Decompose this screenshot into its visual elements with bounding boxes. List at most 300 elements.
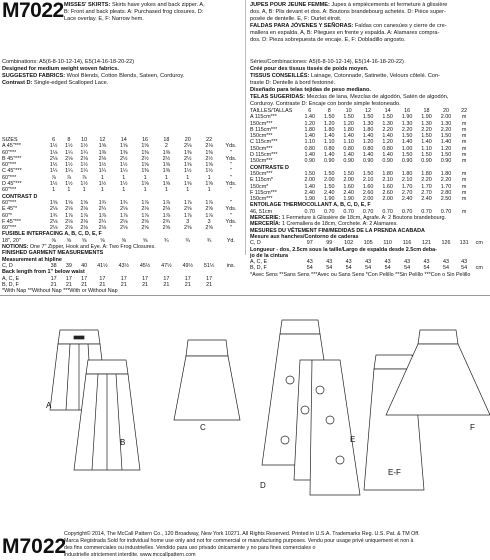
table-cell: 2½	[162, 155, 171, 162]
table-cell: ¾	[206, 237, 212, 244]
table-cell: 2	[164, 143, 168, 150]
table-cell: 1.90	[343, 196, 354, 203]
section-heading: jo de la cintura	[250, 252, 289, 259]
table-cell: 1⅜	[98, 149, 107, 156]
table-cell: 102	[344, 240, 354, 247]
table-cell: 2.00	[304, 177, 315, 184]
table-cell: 14	[120, 137, 127, 143]
label-b: B	[120, 438, 126, 447]
table-cell: 1	[100, 187, 104, 194]
notions-line: MERCERÍA: 1 Cremallera de 18cm, Corchete. A: 2 Alamares.	[250, 221, 398, 228]
table-cell: 8	[67, 137, 71, 143]
table-cell: 1⅜	[141, 149, 149, 156]
header-line-2: B: Front and back pleats. A: Purchased frog closures. D:	[64, 9, 204, 15]
table-cell: 2⅛	[119, 218, 128, 225]
table-cell: 150cm***	[250, 133, 273, 140]
table-cell: C 45"***	[2, 168, 22, 175]
table-cell: 1⅝	[205, 162, 213, 169]
table-cell: 60"*	[2, 212, 13, 219]
table-cell: 43	[365, 259, 372, 266]
table-cell: 150cm*	[250, 183, 269, 190]
table-cell: ⅝	[66, 237, 72, 244]
table-cell: 2⅛	[98, 155, 107, 162]
table-cell: ⅞	[51, 174, 56, 181]
table-cell: 1.80	[304, 126, 315, 133]
divider-line	[0, 295, 490, 296]
table-cell: 43	[306, 259, 313, 266]
table-cell: 60"***	[2, 174, 17, 181]
table-cell: 38	[50, 262, 57, 269]
table-cell: 1⅞	[141, 199, 149, 206]
table-cell: ¾	[185, 237, 190, 244]
table-cell: 150cm***	[250, 120, 273, 127]
table-cell: 1.60	[343, 183, 354, 190]
table-cell: 1	[143, 187, 147, 194]
table-cell: 17	[163, 275, 170, 282]
table-cell: 150cm***	[250, 145, 273, 152]
table-cell: 2⅛	[49, 218, 58, 225]
yardage-table	[2, 137, 242, 294]
table-cell: 1⅜	[162, 168, 171, 175]
es-contrast: Corduroy. Contraste D: Encaje con borde simple festoneado.	[250, 101, 401, 107]
table-cell: 1.10	[343, 139, 354, 146]
table-cell: 17	[206, 275, 213, 282]
table-cell: 2.70	[421, 189, 432, 196]
table-cell: 1.80	[323, 126, 335, 133]
contrast-fabric: Contrast D: Single-edged Scalloped Lace.	[2, 80, 109, 86]
table-cell: 1⅞	[162, 199, 171, 206]
table-cell: 1⅞	[141, 212, 149, 219]
table-cell: SIZES	[2, 137, 18, 143]
table-section-row	[2, 288, 242, 294]
table-cell: 1⅝	[98, 143, 107, 150]
table-cell: 60"***	[2, 225, 17, 232]
table-cell: "	[229, 225, 232, 232]
table-cell: 1.50	[323, 183, 335, 190]
table-cell: ⅝	[81, 237, 87, 244]
table-cell: 1⅝	[49, 199, 58, 206]
table-cell: 1.20	[304, 120, 315, 127]
table-cell: 21	[99, 281, 106, 288]
table-cell: 1½	[119, 181, 128, 188]
section-heading: *With Nap **Without Nap ***With or Without Nap	[2, 288, 118, 295]
section-heading: Measurement at hipline	[2, 256, 62, 263]
table-cell: 1.90	[401, 114, 413, 121]
table-cell: 1⅝	[141, 143, 149, 150]
table-cell: Yds.	[225, 206, 237, 213]
table-cell: m	[461, 139, 467, 146]
table-cell: 2.40	[323, 189, 335, 196]
section-heading: *Avec Sens **Sans Sens ***Avec ou Sans Sens *Con Pelillo **Sin Pelillo ***Con o Sin Pelillo	[250, 271, 471, 278]
table-cell: 1¾	[98, 199, 107, 206]
table-cell: 1.40	[401, 139, 413, 146]
table-cell: 2½	[119, 155, 128, 162]
table-cell: 1.20	[440, 145, 452, 152]
table-cell: D 45"***	[2, 181, 22, 188]
table-cell: F 115cm***	[250, 189, 277, 196]
table-cell: 2⅝	[141, 218, 149, 225]
table-cell: 1.80	[440, 170, 452, 177]
table-cell: 1⅝	[141, 162, 149, 169]
table-cell: 110	[383, 240, 392, 247]
table-cell: 43	[345, 259, 352, 266]
table-cell: Yds.	[225, 181, 237, 188]
table-cell: 1.80	[343, 126, 354, 133]
section-heading: MESURES DU VÊTEMENT FINI/MEDIDAS DE LA PRENDA ACABADA	[250, 227, 425, 234]
table-cell: 1¼	[65, 149, 73, 156]
table-cell: 2.20	[421, 126, 432, 133]
table-cell: 1.40	[382, 152, 393, 159]
table-cell: 0.70	[421, 208, 432, 215]
section-heading: FINISHED GARMENT MEASUREMENTS	[2, 250, 104, 257]
table-cell: 0.80	[323, 145, 335, 152]
table-cell: 150cm***	[250, 158, 273, 165]
table-cell: 1	[186, 174, 190, 181]
table-cell: 17	[142, 275, 149, 282]
table-cell: 17	[81, 275, 88, 282]
table-cell: 54	[326, 265, 333, 272]
table-cell: 54	[404, 265, 411, 272]
label-f: F	[470, 423, 475, 432]
es-header-2: mallera en espalda. A, B: Pliegues en frente y espalda. A: Alamares compra-	[250, 30, 440, 36]
table-cell: 1.30	[440, 120, 452, 127]
table-cell: 2⅛	[205, 143, 213, 150]
table-cell: TAILLES/TALLAS	[250, 108, 293, 114]
table-cell: 1.90	[421, 114, 432, 121]
table-cell: B 45"***	[2, 155, 22, 162]
table-cell: 1.30	[362, 120, 374, 127]
table-cell: 1¼	[65, 168, 73, 175]
table-cell: m	[461, 152, 467, 159]
table-cell: A 45"***	[2, 143, 21, 150]
fr-header-2: dos. A, B: Plis devant et dos. A: Boutons brandebourg achetés. D: Pièce super-	[250, 9, 446, 15]
table-cell: 12	[365, 108, 372, 114]
table-cell: 1.40	[440, 139, 452, 146]
table-cell: 1.80	[382, 170, 393, 177]
table-cell: 2.00	[382, 196, 393, 203]
table-cell: "	[229, 162, 232, 169]
table-cell: 1.40	[304, 183, 315, 190]
table-cell: 43½	[118, 262, 129, 269]
table-cell: "	[229, 199, 232, 206]
table-cell: 1½	[80, 143, 88, 150]
table-cell: 2.20	[401, 126, 413, 133]
table-cell: 1.50	[362, 114, 374, 121]
table-cell: A 115cm***	[250, 114, 277, 121]
table-cell: 60"***	[2, 187, 17, 194]
table-cell: 1⅞	[205, 199, 213, 206]
fr-contrast: traste D: Dentelle à bord festonné.	[250, 80, 336, 86]
table-cell: m	[461, 126, 467, 133]
table-cell: 21	[163, 281, 170, 288]
table-cell: 2⅝	[205, 225, 213, 232]
table-cell: 1⅞	[98, 212, 107, 219]
table-cell: 1.50	[323, 170, 335, 177]
table-cell: 2½	[141, 155, 149, 162]
table-cell: 1¾	[49, 212, 58, 219]
metric-table	[250, 108, 486, 278]
table-cell: 1.30	[382, 120, 393, 127]
table-cell: Yds.	[225, 143, 237, 150]
copyright-line: Copyright© 2014, The McCall Pattern Co., 120 Broadway, New York 10271. All Rights Reserved. Printed in U.S.A. Trademarks Reg. U.S. Pat. & TM Off.	[64, 531, 420, 537]
table-cell: 2⅛	[141, 206, 149, 213]
table-cell: 1	[122, 187, 126, 194]
table-cell: 1¾	[119, 199, 128, 206]
technical-drawings	[0, 300, 490, 530]
table-cell: 1.40	[362, 152, 374, 159]
table-cell: 1½	[65, 181, 73, 188]
table-cell: 2.60	[382, 189, 393, 196]
table-cell: Yds.	[225, 218, 237, 225]
table-cell: 60"***	[2, 162, 17, 169]
table-cell: 1⅝	[65, 199, 73, 206]
table-cell: 0.90	[401, 158, 413, 165]
table-cell: 17	[184, 275, 191, 282]
table-cell: 1½	[205, 168, 213, 175]
table-cell: 1	[52, 187, 56, 194]
table-cell: 1⅛	[49, 149, 58, 156]
table-cell: 0.90	[421, 158, 432, 165]
table-cell: 2⅛	[119, 225, 128, 232]
table-cell: 46, 51cm	[250, 208, 273, 215]
section-heading: Longueur - dos, 2.5cm sous la taille/Largo de espalda desde 2.5cm deba-	[250, 246, 437, 253]
table-cell: 2⅛	[119, 206, 128, 213]
table-cell: 47½	[161, 262, 172, 269]
table-cell: 1.30	[421, 120, 432, 127]
table-cell: 2.20	[421, 177, 432, 184]
table-cell: 6	[52, 137, 56, 143]
table-cell: 1	[122, 174, 126, 181]
table-cell: 1.50	[343, 170, 354, 177]
table-cell: 2⅛	[162, 206, 171, 213]
table-cell: 54	[461, 265, 468, 272]
table-cell: 2.70	[401, 189, 413, 196]
table-cell: 0.90	[304, 158, 315, 165]
table-cell: 2.40	[304, 189, 315, 196]
table-cell: 22	[461, 108, 468, 114]
table-cell: 12	[99, 137, 106, 143]
table-cell: m	[461, 133, 467, 140]
table-cell: 1.50	[382, 114, 393, 121]
table-cell: 6	[308, 108, 312, 114]
table-cell: 150cm***	[250, 196, 273, 203]
table-cell: 0.70	[440, 208, 452, 215]
es-header-1: FALDAS PARA JÓVENES Y SEÑORAS: Faldas con canesúes y cierre de cre-	[250, 23, 447, 29]
table-cell: 1½	[49, 162, 58, 169]
table-cell: 1.90	[323, 196, 335, 203]
table-cell: 0.90	[323, 158, 335, 165]
table-cell: 2.80	[440, 189, 452, 196]
table-cell: 21	[184, 281, 191, 288]
table-cell: 1¼	[49, 168, 58, 175]
series-combinations: Séries/Combinaciones: A5(6-8-10-12-14), E5(14-16-18-20-22)	[250, 59, 404, 65]
trademark-line-1: Marca Registrada Sold for individual home use only and not for commercial or manufacturing purposes. Vendu pour usage privé uniquement et non à	[64, 538, 414, 544]
table-cell: ⅞	[66, 174, 72, 181]
table-cell: 0.90	[362, 158, 374, 165]
table-cell: 1.80	[362, 126, 374, 133]
table-cell: 1¼	[80, 168, 88, 175]
table-cell: 1⅜	[184, 149, 192, 156]
table-cell: 1⅝	[162, 162, 171, 169]
table-cell: 1.40	[323, 152, 335, 159]
table-cell: 116	[402, 240, 412, 247]
table-cell: E 45"*	[2, 206, 18, 213]
table-cell: 2⅛	[80, 225, 88, 232]
table-cell: 1¼	[80, 149, 88, 156]
table-cell: "	[229, 168, 232, 175]
table-cell: 1½	[80, 181, 88, 188]
table-cell: 20	[443, 108, 450, 114]
table-cell: 1.20	[362, 139, 374, 146]
table-cell: 40	[81, 262, 88, 269]
table-cell: 2.50	[440, 196, 452, 203]
table-cell: "	[229, 187, 232, 194]
table-cell: 1¼	[119, 168, 128, 175]
trademark-line-2: des fins commerciales ou industrielles. Vendido para uso privado únicamente y no para fines comerciales o	[64, 545, 316, 551]
table-cell: 121	[422, 240, 432, 247]
section-heading: CONTRASTE D	[250, 164, 289, 171]
table-cell: 1.30	[401, 120, 413, 127]
table-cell: 2⅛	[80, 206, 88, 213]
table-cell: ins.	[226, 262, 236, 269]
table-cell: 1⅞	[65, 212, 73, 219]
table-cell: 21	[120, 281, 127, 288]
table-cell: 0.70	[382, 208, 393, 215]
table-cell	[472, 108, 486, 114]
table-cell: "	[229, 174, 232, 181]
table-cell: A, C, E	[250, 259, 268, 266]
table-cell: 3	[186, 218, 190, 225]
table-cell: 43	[384, 259, 391, 266]
skirt-d-drawing	[262, 320, 360, 495]
table-cell: 1	[164, 187, 168, 194]
table-cell: 1½	[65, 143, 73, 150]
table-cell: 1	[143, 174, 147, 181]
table-cell: cm	[475, 240, 483, 247]
table-cell: 1⅞	[80, 212, 88, 219]
table-cell: 99	[326, 240, 333, 247]
table-cell: 1.50	[421, 152, 432, 159]
table-cell: 1.50	[323, 114, 335, 121]
table-cell: 45½	[139, 262, 151, 269]
label-a: A	[46, 401, 52, 410]
table-cell: 2⅛	[65, 225, 73, 232]
table-cell: 14	[384, 108, 391, 114]
notions-line: NOTIONS: One 7" Zipper, Hook and Eye. A: Two Frog Closures.	[2, 244, 156, 251]
table-cell: 1⅝	[80, 199, 88, 206]
table-cell: 1.70	[401, 183, 413, 190]
fr-designed: Créé pour des tissus tissés de poids moyen.	[250, 66, 369, 72]
table-cell: 54	[384, 265, 391, 272]
table-cell: m	[461, 120, 467, 127]
table-cell: m	[461, 170, 467, 177]
table-cell: 2⅛	[184, 143, 192, 150]
table-cell: 16	[142, 137, 149, 143]
table-cell: 2⅛	[49, 206, 58, 213]
table-cell: m	[461, 183, 467, 190]
table-cell: 39	[65, 262, 72, 269]
table-cell: "	[229, 212, 232, 219]
table-cell: 1.40	[323, 133, 335, 140]
table-cell: 1.50	[401, 152, 413, 159]
table-cell: 1⅞	[184, 199, 192, 206]
table-cell: 1⅜	[141, 168, 149, 175]
table-cell: 21	[65, 281, 72, 288]
table-cell: 0.90	[343, 158, 354, 165]
table-cell: Yds.	[225, 155, 237, 162]
table-cell: 54	[423, 265, 430, 272]
table-cell: 1⅜	[162, 149, 171, 156]
table-cell: 1⅝	[141, 181, 149, 188]
table-cell: 21	[206, 281, 213, 288]
table-cell: ⅝	[121, 237, 126, 244]
footer-logo: M7022	[2, 535, 67, 558]
table-cell: 2⅝	[205, 206, 213, 213]
table-cell: F 45"***	[2, 218, 21, 225]
table-cell: 2⅛	[80, 155, 88, 162]
table-cell: 1.50	[440, 133, 452, 140]
table-cell: 17	[120, 275, 127, 282]
table-cell: Yd.	[226, 237, 235, 244]
table-cell: 43	[423, 259, 430, 266]
table-cell: A, C, E	[2, 275, 20, 282]
table-cell: m	[461, 189, 467, 196]
table-cell: 0.80	[362, 145, 374, 152]
label-c: C	[200, 423, 206, 432]
table-cell: 131	[459, 240, 469, 247]
table-cell: 51½	[203, 262, 215, 269]
fr-header-1: JUPES POUR JEUNE FEMME: Jupes à empiècements et fermeture à glissière	[250, 2, 448, 8]
table-cell: 0.70	[304, 208, 315, 215]
combinations: Combinations: A5(6-8-10-12-14), E5(14-16-18-20-22)	[2, 59, 135, 65]
table-cell: 0.80	[382, 145, 393, 152]
table-cell: 1½	[98, 162, 107, 169]
table-cell: 18	[423, 108, 430, 114]
table-cell: ⅝	[51, 237, 56, 244]
table-cell: B, D, F	[250, 265, 267, 272]
notions-line: MERCERIE: 1 Fermeture à Glissière de 18cm, Agrafe. A: 2 Boutons brandebourg.	[250, 215, 446, 222]
table-cell: 1.70	[440, 183, 452, 190]
table-cell: 1⅝	[162, 181, 171, 188]
label-e: E	[350, 435, 356, 444]
table-cell: 0.70	[323, 208, 335, 215]
table-cell: 1.20	[323, 120, 335, 127]
table-cell: 2⅝	[184, 206, 192, 213]
table-cell: 17	[50, 275, 57, 282]
table-cell: B 115cm***	[250, 126, 278, 133]
table-cell: 0.80	[304, 145, 315, 152]
table-cell: 1⅝	[119, 143, 128, 150]
table-cell: 2⅛	[65, 218, 73, 225]
table-cell: 21	[142, 281, 149, 288]
table-section-row	[250, 272, 486, 278]
table-cell: 1.40	[421, 139, 432, 146]
table-cell: 10	[345, 108, 352, 114]
section-heading: Mesure aux hanches/Contorno de caderas	[250, 233, 359, 240]
table-cell: 18", 20"	[2, 237, 21, 244]
table-cell: 1½	[98, 181, 107, 188]
fr-fabrics: TISSUS CONSEILLÉS: Lainage, Cotonnade, Satinette, Velours côtelé. Con-	[250, 73, 440, 79]
table-cell: C, D	[2, 262, 13, 269]
table-cell: 105	[363, 240, 373, 247]
section-heading: CONTRAST D	[2, 193, 38, 200]
table-cell: 2⅝	[141, 225, 149, 232]
label-e-f: E-F	[388, 468, 401, 477]
table-cell: 0.90	[440, 158, 452, 165]
table-cell: 2.10	[362, 177, 374, 184]
header-line-1: MISSES' SKIRTS: Skirts have yokes and back zipper. A,	[64, 2, 205, 8]
designed-for: Designed for medium weight woven fabrics.	[2, 66, 119, 72]
